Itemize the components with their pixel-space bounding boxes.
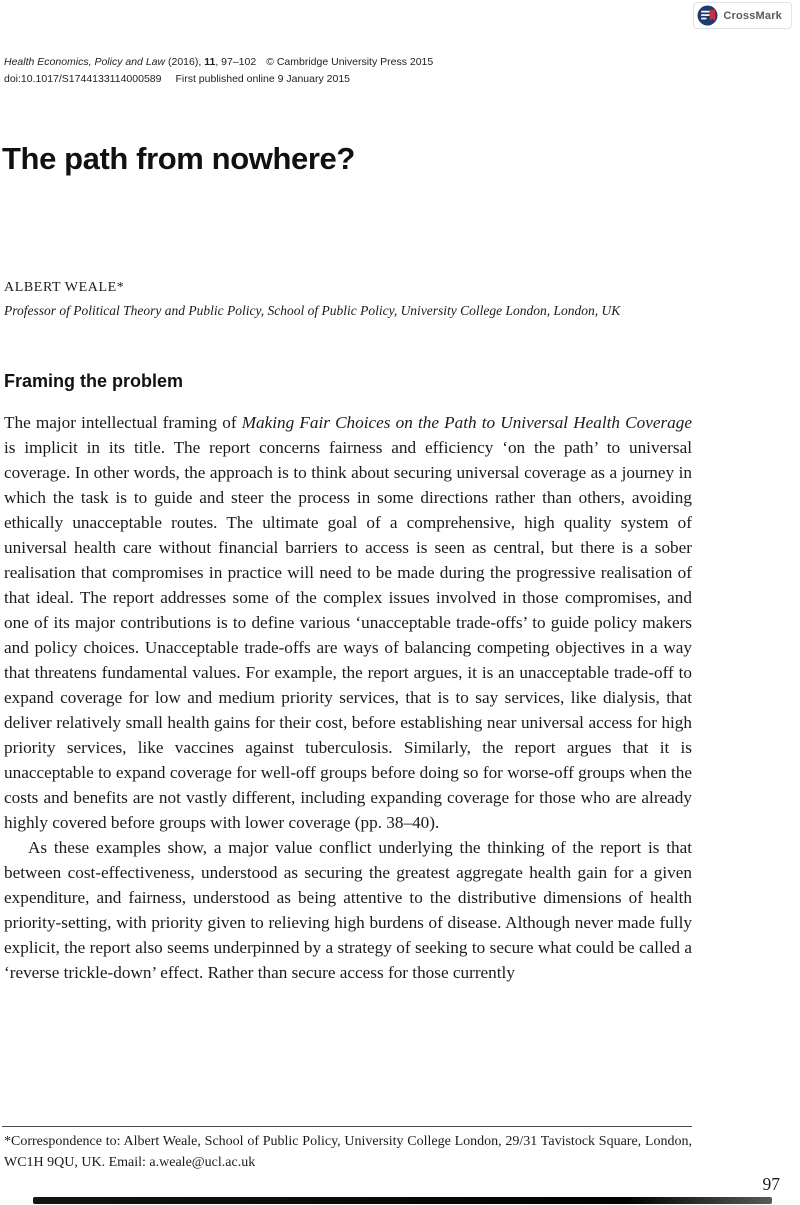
author-name: ALBERT WEALE* [4, 280, 125, 295]
page-edge-shadow [33, 1197, 772, 1204]
journal-volume: 11 [204, 56, 216, 68]
journal-published-note: First published online 9 January 2015 [175, 73, 350, 85]
crossmark-badge[interactable] [693, 2, 792, 29]
paragraph-2: As these examples show, a major value conflict underlying the thinking of the report is that between cost-effectiveness, understood as securing the greatest aggregate health gain for a given expenditure, and fairness, understood as being attentive to the distributive dimensions of health priority-setting, with priority given to relieving high burdens of disease. Although never made fully explicit, the report also seems underpinned by a strategy of seeking to secure what could be called a ‘reverse trickle-down’ effect. Rather than secure access for those currently [4, 838, 692, 982]
author-affiliation: Professor of Political Theory and Public Policy, School of Public Policy, University College London, London, UK [4, 303, 621, 318]
journal-page-range: , 97–102 [215, 56, 257, 68]
journal-copyright: © Cambridge University Press 2015 [266, 56, 434, 68]
para1-report-title: Making Fair Choices on the Path to Universal Health Coverage [241, 413, 692, 432]
paragraph-1 [4, 410, 692, 835]
crossmark-logo-icon [697, 5, 718, 26]
journal-year: (2016), [165, 56, 205, 68]
journal-citation-line [4, 54, 694, 71]
journal-header [4, 54, 694, 88]
correspondence-footnote: *Correspondence to: Albert Weale, School of Public Policy, University College London, 29/31 Tavistock Square, London, WC1H 9QU, UK. Email: a.weale@ucl.ac.uk [4, 1134, 692, 1170]
journal-doi-line [4, 71, 694, 88]
para1-text-continued: is implicit in its title. The report concerns fairness and efficiency ‘on the path’ to universal coverage. In other words, the approach is to think about securing universal coverage as a journey in which the task is to guide and steer the process in some directions rather than others, avoiding ethically unacceptable routes. The ultimate goal of a comprehensive, high quality system of universal health care without financial barriers to access is seen as central, but there is a sober realisation that compromises in practice will need to be made during the progressive realisation of that ideal. The report addresses some of the complex issues involved in those compromises, and one of its major contributions is to define various ‘unacceptable trade-offs’ to guide policy makers and policy choices. Unacceptable trade-offs are ways of balancing competing objectives in a way that threatens fundamental values. For example, the report argues, it is an unacceptable trade-off to expand coverage for low and medium priority services, that is to say services, like dialysis, that deliver relatively small health gains for their cost, before establishing near universal access for high priority services, like vaccines against tuberculosis. Similarly, the report argues that it is unacceptable to expand coverage for well-off groups before doing so for worse-off groups when the costs and benefits are not vastly different, including expanding coverage for those who are already highly covered before groups with lower coverage (pp. 38–40). [4, 438, 692, 832]
footnote-rule [2, 1126, 692, 1127]
journal-name: Health Economics, Policy and Law [4, 56, 166, 68]
journal-doi: doi:10.1017/S1744133114000589 [4, 73, 162, 85]
section-heading: Framing the problem [4, 371, 184, 391]
crossmark-label: CrossMark [723, 9, 782, 22]
article-body [4, 410, 692, 985]
para1-text-start: The major intellectual framing of [4, 413, 242, 432]
article-title: The path from nowhere? [2, 141, 355, 176]
page-number: 97 [762, 1174, 780, 1194]
